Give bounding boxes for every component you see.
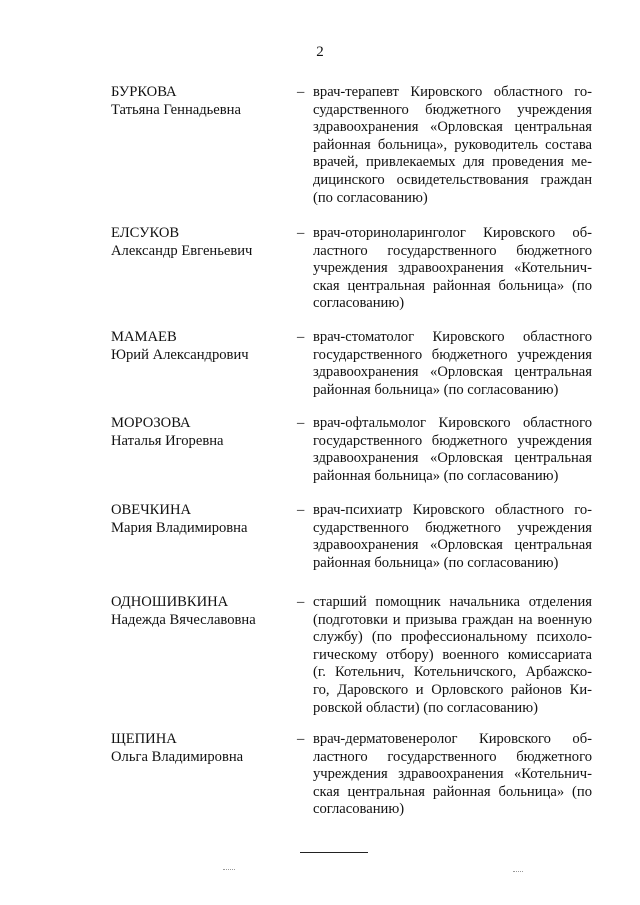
position-line: учреждения здравоохранения «Котельнич- [313,766,592,783]
position-line: здравоохранения «Орловская центральная [313,364,592,381]
member-position [313,415,592,485]
member-position [313,502,592,572]
position-line: гическому отбору) военного комиссариата [313,646,592,663]
member-given-names: Мария Владимировна [111,519,248,536]
member-given-names: Ольга Владимировна [111,748,244,765]
member-position [313,594,592,717]
member-surname: ОДНОШИВКИНА [111,594,229,610]
entry-dash: – [297,415,305,431]
member-given-names: Надежда Вячеславовна [111,611,256,628]
page-number: 2 [316,44,324,60]
position-line: врач-оториноларинголог Кировского об- [313,225,592,241]
position-line: врач-терапевт Кировского областного го- [313,84,592,100]
member-given-names: Татьяна Геннадьевна [111,101,241,118]
member-name [111,594,291,629]
position-line: согласованию) [313,295,405,312]
position-line: врач-офтальмолог Кировского областного [313,415,592,431]
position-line: здравоохранения «Орловская центральная [313,119,592,136]
position-line: сударственного бюджетного учреждения [313,519,592,536]
scan-speck [513,871,523,872]
position-line: ластного государственного бюджетного [313,748,592,765]
position-line: (г. Котельнич, Котельничского, Арбажско- [313,664,592,681]
member-position [313,225,592,313]
position-line: сударственного бюджетного учреждения [313,101,592,118]
entry-dash: – [297,502,305,518]
member-position [313,731,592,819]
member-surname: ЩЕПИНА [111,731,177,747]
position-line: службу) (по профессиональному психоло- [313,629,592,646]
position-line: согласованию) [313,801,405,818]
member-name [111,502,291,537]
member-name [111,731,291,766]
position-line: го, Даровского и Орловского районов Ки- [313,681,592,698]
position-line: здравоохранения «Орловская центральная [313,450,592,467]
position-line: государственного бюджетного учреждения [313,432,592,449]
position-line: здравоохранения «Орловская центральная [313,537,592,554]
position-line: (подготовки и призыва граждан на военную [313,611,592,628]
position-line: врач-стоматолог Кировского областного [313,329,592,345]
position-line: районная больница» (по согласованию) [313,381,559,398]
position-line: врач-дерматовенеролог Кировского об- [313,731,592,747]
member-given-names: Александр Евгеньевич [111,242,253,259]
entry-dash: – [297,594,305,610]
entry-dash: – [297,329,305,345]
position-line: районная больница» (по согласованию) [313,554,559,571]
position-line: районная больница» (по согласованию) [313,467,559,484]
member-surname: ОВЕЧКИНА [111,502,192,518]
member-surname: БУРКОВА [111,84,177,100]
position-line: врач-психиатр Кировского областного го- [313,502,592,518]
position-line: ровской области) (по согласованию) [313,699,538,716]
position-line: дицинского освидетельствования граждан [313,171,592,188]
member-surname: МАМАЕВ [111,329,177,345]
member-surname: ЕЛСУКОВ [111,225,180,241]
position-line: районная больница», руководитель состава [313,136,592,153]
member-position [313,329,592,399]
member-surname: МОРОЗОВА [111,415,191,431]
position-line: государственного бюджетного учреждения [313,346,592,363]
position-line: (по согласованию) [313,189,428,206]
member-name [111,225,291,260]
member-name [111,415,291,450]
scan-speck [223,869,235,870]
member-position [313,84,592,207]
position-line: учреждения здравоохранения «Котельнич- [313,260,592,277]
position-line: ластного государственного бюджетного [313,242,592,259]
member-name [111,329,291,364]
member-given-names: Юрий Александрович [111,346,249,363]
member-given-names: Наталья Игоревна [111,432,224,449]
entry-dash: – [297,225,305,241]
member-name [111,84,291,119]
entry-dash: – [297,731,305,747]
end-of-list-rule [300,852,368,853]
entry-dash: – [297,84,305,100]
position-line: старший помощник начальника отделения [313,594,592,610]
position-line: ская центральная районная больница» (по [313,783,592,800]
position-line: врачей, привлекаемых для проведения ме- [313,154,592,171]
position-line: ская центральная районная больница» (по [313,277,592,294]
